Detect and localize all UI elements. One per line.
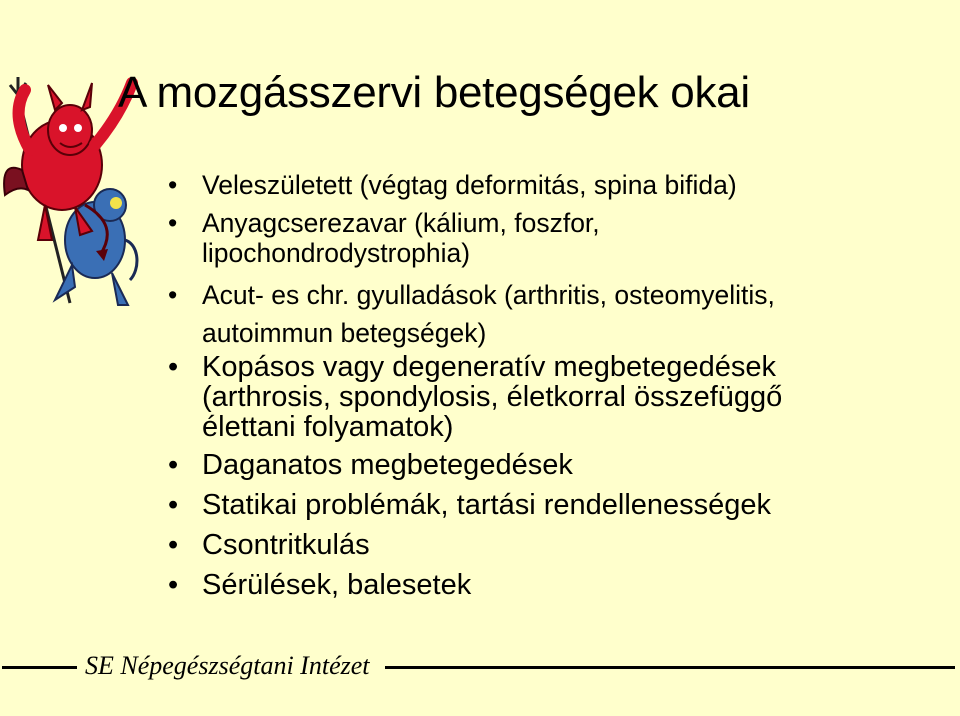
bullet-icon: • [168,529,179,561]
bullet-text: Csontritkulás [202,529,370,561]
footer-organization: SE Népegészségtani Intézet [85,651,370,680]
bullet-icon: • [168,280,178,310]
bullet-text: lipochondrodystrophia) [202,238,471,268]
bullet-icon: • [168,569,179,601]
list-item [168,489,938,522]
bullet-text: élettani folyamatok) [202,411,454,443]
list-item [168,449,938,482]
bullet-text: Daganatos megbetegedések [202,449,573,481]
bullet-icon: • [168,449,179,481]
bullet-icon: • [168,170,178,200]
footer-divider [385,666,955,669]
bullet-text: (arthrosis, spondylosis, életkorral összefüggő [202,381,783,413]
list-item [168,352,938,442]
list-item [168,529,938,562]
bullet-list [168,170,938,609]
footer [0,640,960,700]
slide-title: A mozgásszervi betegségek okai [118,68,750,117]
list-item [168,170,938,200]
bullet-text: Anyagcserezavar (kálium, foszfor, [202,208,600,238]
bullet-text: Sérülések, balesetek [202,569,472,601]
footer-divider [2,666,77,669]
list-item [168,208,938,268]
list-item [168,569,938,602]
list-item [168,276,938,352]
bullet-text: Veleszületett (végtag deformitás, spina bifida) [202,170,737,200]
bullet-text: Kopásos vagy degeneratív megbetegedések [202,351,776,383]
bullet-text: autoimmun betegségek) [202,318,487,348]
bullet-icon: • [168,489,179,521]
bullet-icon: • [168,351,179,383]
bullet-text: Statikai problémák, tartási rendellenességek [202,489,772,521]
bullet-text: Acut- es chr. gyulladások (arthritis, osteomyelitis, [202,280,775,310]
bullet-icon: • [168,208,178,238]
